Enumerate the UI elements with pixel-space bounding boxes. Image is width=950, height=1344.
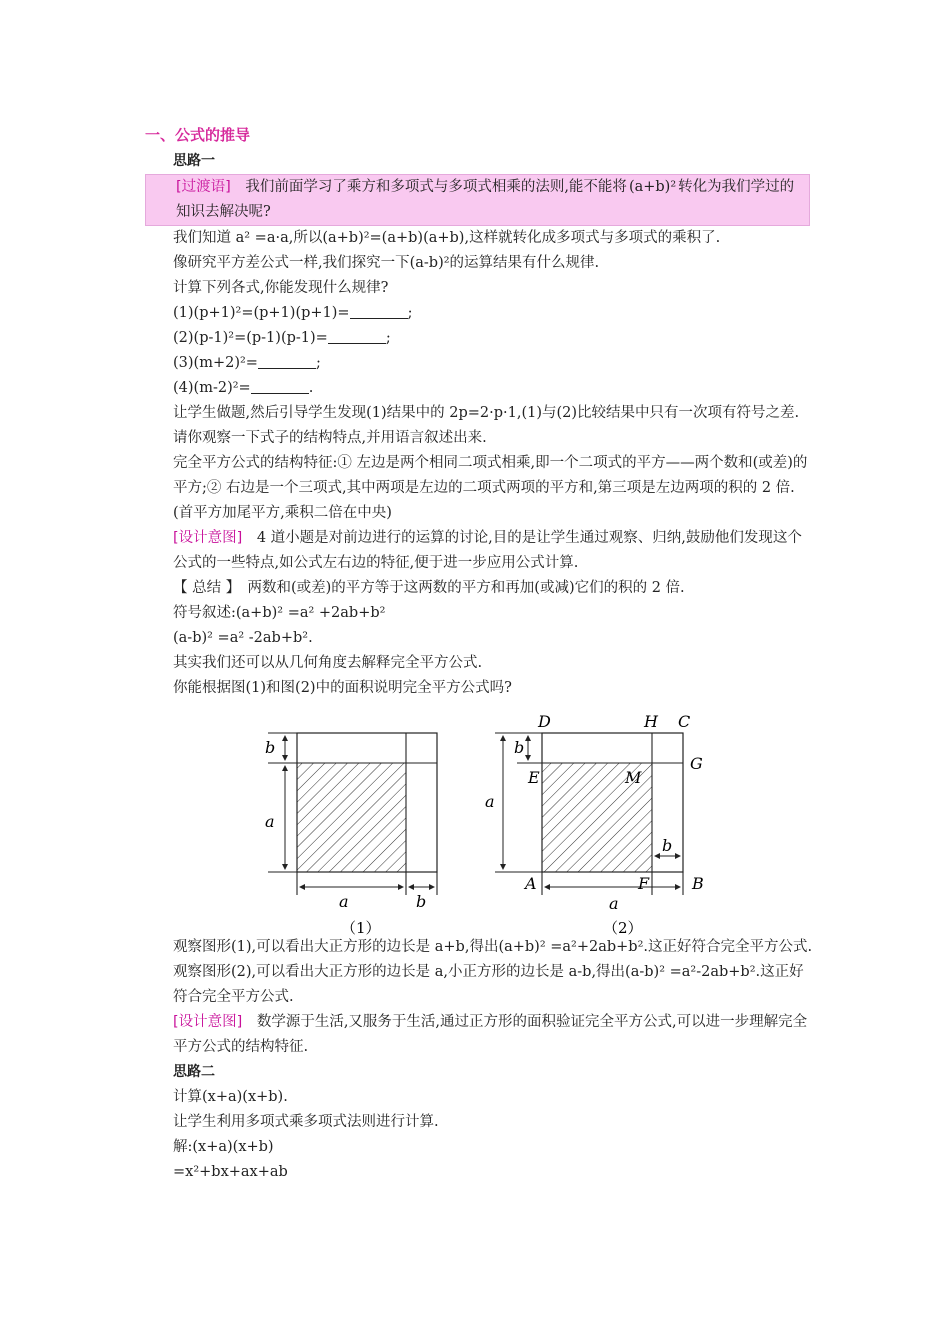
exercise-2: (2)(p-1)²=(p-1)(p-1)= ; — [173, 330, 391, 346]
transition-expr: (a+b)² — [628, 179, 677, 195]
label-a-side: a — [265, 812, 275, 831]
answer-blank — [258, 354, 316, 369]
observe-1: 观察图形(1),可以看出大正方形的边长是 a+b,得出(a+b)² =a²+2ab+b².这正好符合完全平方公式. — [173, 939, 813, 955]
formula-sum: 符号叙述:(a+b)² =a² +2ab+b² — [173, 605, 386, 621]
label-a-bottom: a — [339, 892, 349, 911]
design-tag: [设计意图] — [173, 530, 243, 546]
formula-diff: (a-b)² =a² -2ab+b². — [173, 630, 313, 646]
point-A: A — [525, 874, 537, 893]
label-a-side: a — [485, 792, 495, 811]
answer-blank — [328, 329, 386, 344]
label-b-bottom: b — [416, 892, 427, 911]
design-intent-1: [设计意图] 4 道小题是对前边进行的运算的讨论,目的是让学生通过观察、归纳,鼓励他们发现这个公式的一些特点,如公式左右边的特征,便于进一步应用公式计算. — [173, 530, 802, 571]
text-line: 让学生做题,然后引导学生发现(1)结果中的 2p=2·p·1,(1)与(2)比较结果中只有一次项有符号之差. — [173, 405, 800, 421]
text-line: 请你观察一下式子的结构特点,并用语言叙述出来. — [173, 430, 487, 446]
hatched-square — [297, 763, 406, 872]
point-M: M — [625, 768, 642, 787]
caption-2: （2） — [603, 919, 643, 935]
design-intent-2: [设计意图] 数学源于生活,又服务于生活,通过正方形的面积验证完全平方公式,可以进一步理解完全平方公式的结构特征. — [173, 1014, 808, 1055]
text-line: =x²+bx+ax+ab — [173, 1164, 288, 1180]
point-D: D — [538, 712, 551, 731]
summary-line: 【 总结 】 两数和(或差)的平方等于这两数的平方和再加(或减)它们的积的 2 倍. — [173, 580, 685, 596]
answer-blank — [350, 304, 408, 319]
text-line: 我们知道 a² =a·a,所以(a+b)²=(a+b)(a+b),这样就转化成多项式与多项式的乘积了. — [173, 230, 721, 246]
summary-tag: 【 总结 】 — [173, 580, 233, 596]
text-line: 解:(x+a)(x+b) — [173, 1139, 274, 1155]
transition-text-a: 我们前面学习了乘方和多项式与多项式相乘的法则,能不能将 — [230, 179, 627, 195]
label-b-right: b — [662, 836, 673, 855]
transition-box — [145, 174, 810, 226]
transition-tag: [过渡语] — [176, 179, 231, 195]
square-figures — [145, 705, 810, 935]
exercise-1: (1)(p+1)²=(p+1)(p+1)= ; — [173, 305, 413, 321]
label-b-top: b — [514, 738, 525, 757]
exercise-3: (3)(m+2)²= ; — [173, 355, 321, 371]
idea-two-label: 思路二 — [173, 1064, 215, 1080]
structure-description: 完全平方公式的结构特征:① 左边是两个相同二项式相乘,即一个二项式的平方——两个数和(或差)的平方;② 右边是一个三项式,其中两项是左边的二项式两项的平方和,第三项是左边两项的积的 2 倍.(首平方加尾平方,乘积二倍在中央) — [173, 455, 808, 521]
text-line: 让学生利用多项式乘多项式法则进行计算. — [173, 1114, 439, 1130]
figure-2 — [485, 712, 704, 935]
transition-text — [148, 175, 807, 225]
label-a-bottom: a — [609, 894, 619, 913]
text-line: 其实我们还可以从几何角度去解释完全平方公式. — [173, 655, 483, 671]
text-line: 计算下列各式,你能发现什么规律? — [173, 280, 389, 296]
point-C: C — [678, 712, 691, 731]
text-line: 你能根据图(1)和图(2)中的面积说明完全平方公式吗? — [173, 680, 512, 696]
point-G: G — [690, 754, 703, 773]
figure-1 — [265, 733, 437, 935]
idea-one-label: 思路一 — [173, 153, 215, 169]
exercise-4: (4)(m-2)²= . — [173, 380, 314, 396]
document-page — [145, 122, 813, 1185]
point-E: E — [528, 768, 540, 787]
transition-text-b: 转化为我们学过的知识去解决呢? — [176, 179, 795, 220]
text-line: 像研究平方差公式一样,我们探究一下(a-b)²的运算结果有什么规律. — [173, 255, 600, 271]
point-H: H — [644, 712, 658, 731]
point-F: F — [638, 874, 650, 893]
design-tag: [设计意图] — [173, 1014, 243, 1030]
answer-blank — [251, 379, 309, 394]
text-line: 计算(x+a)(x+b). — [173, 1089, 288, 1105]
section-heading: 一、公式的推导 — [145, 126, 251, 144]
point-B: B — [692, 874, 704, 893]
label-b-top: b — [265, 738, 276, 757]
caption-1: （1） — [341, 919, 381, 935]
observe-2: 观察图形(2),可以看出大正方形的边长是 a,小正方形的边长是 a-b,得出(a-b)² =a²-2ab+b².这正好符合完全平方公式. — [173, 964, 804, 1005]
